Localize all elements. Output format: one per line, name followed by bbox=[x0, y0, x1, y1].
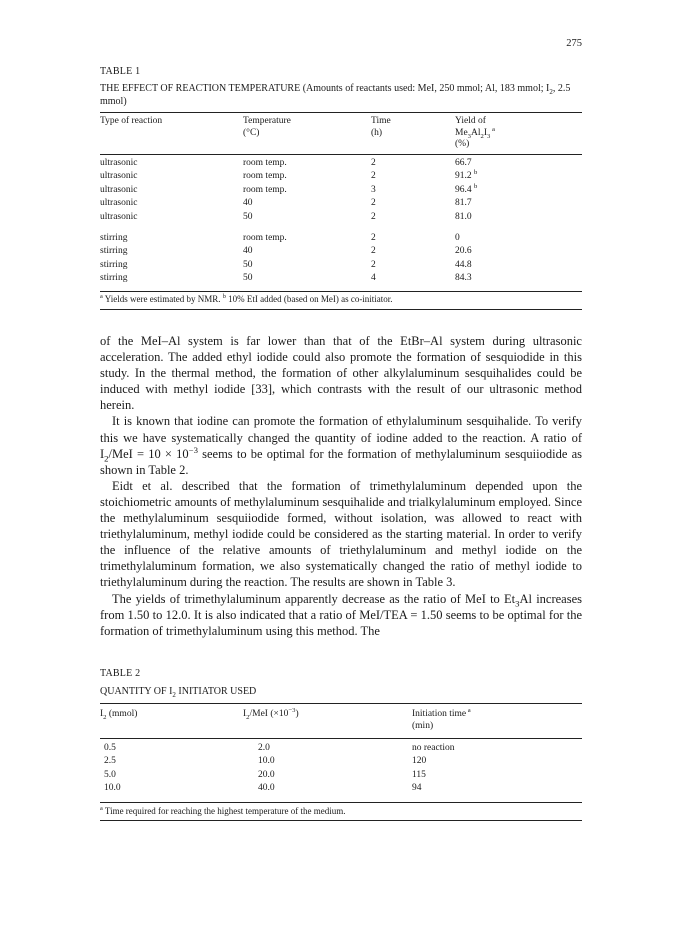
table1-cell-temp-value: room temp. bbox=[243, 184, 287, 195]
table1-cell-yield-value: 91.2 bbox=[455, 171, 472, 182]
table2-cell-time bbox=[412, 770, 426, 781]
table1-cell-time bbox=[371, 212, 376, 223]
table1-footnote bbox=[100, 294, 393, 304]
table1-cell-type-value: stirring bbox=[100, 273, 128, 284]
table1-cell-yield-note: b bbox=[474, 182, 478, 190]
table2-cell-time bbox=[412, 783, 422, 794]
body-text bbox=[100, 333, 582, 639]
table1-header-type: Type of reaction bbox=[100, 116, 163, 126]
table2-caption-sub: 2 bbox=[172, 691, 176, 699]
table2-cell-time-value: 120 bbox=[412, 756, 427, 767]
table1-cell-type-value: ultrasonic bbox=[100, 171, 138, 182]
table1-cell-temp-value: 50 bbox=[243, 211, 253, 222]
table2-label: TABLE 2 bbox=[100, 668, 141, 679]
table1-cell-time bbox=[371, 233, 376, 244]
paragraph-1: of the MeI–Al system is far lower than that of the EtBr–Al system during ultrasonic acceleration. The added ethyl iodide could also promote the formation of sesquiodide in this study. In the thermal method, the formation of other alkylaluminum sesquihalides could be induced with methyl iodide [33], which contrasts with the result of our ultrasonic method herein. bbox=[100, 334, 582, 413]
table1-cell-time bbox=[371, 198, 376, 209]
table1-cell-temp bbox=[243, 198, 253, 209]
table1-cell-type bbox=[100, 273, 127, 284]
table1-cell-yield-value: 81.0 bbox=[455, 211, 472, 222]
table2-cell-time-value: no reaction bbox=[412, 743, 455, 753]
table1-cell-temp bbox=[243, 171, 287, 182]
table1-caption-sub: 2 bbox=[549, 88, 553, 96]
table1-cell-time-value: 2 bbox=[371, 198, 376, 209]
table1-header-temp-line2: (°C) bbox=[243, 127, 260, 138]
table2-caption bbox=[100, 685, 582, 698]
table2-cell-ratio bbox=[258, 770, 275, 781]
table1-label: TABLE 1 bbox=[100, 66, 141, 77]
table1-cell-temp bbox=[243, 246, 253, 257]
table2-cell-ratio bbox=[258, 743, 270, 754]
table2-cell-i2-value: 2.5 bbox=[104, 756, 116, 767]
table1-cell-temp-value: room temp. bbox=[243, 158, 287, 168]
footnote-b-text: 10% EtI added (based on MeI) as co-initiator. bbox=[225, 294, 393, 304]
t2h2-sub: 2 bbox=[246, 713, 250, 721]
table1-header-temp-line1: Temperature bbox=[243, 116, 291, 126]
table1-header-temp bbox=[243, 116, 291, 139]
table2-cell-ratio-value: 40.0 bbox=[258, 783, 275, 794]
table2-header-rule bbox=[100, 738, 582, 739]
table1-cell-yield-value: 44.8 bbox=[455, 259, 472, 270]
yield-formula-sub1: 3 bbox=[467, 132, 471, 140]
t2h1-a: I bbox=[100, 709, 104, 719]
table1-cell-time bbox=[371, 260, 376, 271]
table2-cell-time bbox=[412, 743, 454, 754]
table1-caption-detail: (Amounts of reactants used: MeI, 250 mmol; Al, 183 mmol; I bbox=[300, 83, 550, 94]
table2-caption-a: QUANTITY OF I bbox=[100, 686, 173, 697]
yield-formula-i: I bbox=[483, 127, 487, 138]
table1-top-rule bbox=[100, 112, 582, 113]
table1-cell-time-value: 2 bbox=[371, 211, 376, 222]
table1-cell-temp-value: room temp. bbox=[243, 171, 287, 182]
table1-cell-yield bbox=[455, 182, 478, 196]
table1-header-yield-formula bbox=[455, 125, 495, 140]
paragraph-2-part-b: /MeI = 10 × 10 bbox=[108, 446, 189, 461]
paragraph-4 bbox=[100, 591, 582, 639]
table1-cell-yield-value: 0 bbox=[455, 233, 460, 243]
table1-header-yield-line3: (%) bbox=[455, 139, 470, 149]
table1-bottom-rule bbox=[100, 291, 582, 292]
table2-cell-time-value: 115 bbox=[412, 769, 426, 780]
paragraph-2-part-a: It is known that iodine can promote the formation of ethylaluminum sesquihalide. To verify this we have systematically changed the quantity of iodine added to the reaction. A ratio of I bbox=[100, 414, 582, 461]
table1-cell-type bbox=[100, 260, 127, 271]
table1-cell-temp-value: 40 bbox=[243, 198, 253, 209]
table1-header-time bbox=[371, 116, 391, 139]
table2-header-ratio bbox=[243, 706, 299, 721]
table2-cell-i2 bbox=[104, 756, 116, 767]
footnote-b-mark: b bbox=[222, 293, 226, 300]
table1-cell-time bbox=[371, 246, 376, 257]
table1-cell-time bbox=[371, 185, 376, 196]
footnote-a-mark: a bbox=[100, 293, 103, 300]
table2-cell-i2 bbox=[104, 783, 121, 794]
table1-cell-time-value: 2 bbox=[371, 233, 376, 243]
t2h3-sup: a bbox=[466, 706, 471, 714]
table2-cell-i2-value: 0.5 bbox=[104, 743, 116, 753]
table1-cell-yield bbox=[455, 260, 472, 271]
table2-cell-i2 bbox=[104, 743, 116, 754]
table1-cell-yield bbox=[455, 212, 472, 223]
yield-footnote-mark: a bbox=[490, 125, 495, 133]
table1-cell-temp-value: room temp. bbox=[243, 233, 287, 243]
table1-cell-type bbox=[100, 158, 137, 169]
t2h1-b: (mmol) bbox=[106, 709, 138, 719]
page-number: 275 bbox=[566, 38, 582, 49]
paragraph-2-sup: −3 bbox=[188, 444, 198, 455]
table1-cell-time bbox=[371, 171, 376, 182]
paragraph-3: Eidt et al. described that the formation of trimethylaluminum depended upon the stoichiometric amounts of methylaluminum sesquihalide and trialkylaluminum employed. Since the methylaluminum sesquiiodide formed, without isolation, was allowed to react with triethylaluminum, methyl iodide could be considered as the starting material. In order to verify the influence of the relative amounts of triethylaluminum and methyl iodide on the trimethylaluminum formation, we also systematically changed the ratio of methyl iodide to triethylaluminum during the reaction. The results are shown in Table 3. bbox=[100, 478, 582, 590]
table1-cell-yield bbox=[455, 246, 472, 257]
yield-formula-al: Al bbox=[471, 127, 481, 138]
table2-cell-ratio-value: 10.0 bbox=[258, 756, 275, 767]
table2-header-time bbox=[412, 706, 471, 732]
table1-cell-temp-value: 50 bbox=[243, 273, 253, 284]
table2-top-rule bbox=[100, 703, 582, 704]
table2-cell-i2-value: 10.0 bbox=[104, 783, 121, 794]
table1-cell-temp bbox=[243, 185, 287, 196]
paragraph-4-part-b: Al increases from 1.50 to 12.0. It is also indicated that a ratio of MeI/TEA = 1.50 seems to be optimal for the formation of trimethylaluminum using this method. The bbox=[100, 591, 582, 638]
table1-cell-yield-value: 96.4 bbox=[455, 184, 472, 195]
table1-cell-time-value: 2 bbox=[371, 246, 376, 257]
table1-cell-type-value: ultrasonic bbox=[100, 158, 138, 168]
table1-cell-yield bbox=[455, 273, 472, 284]
table1-cell-temp bbox=[243, 273, 253, 284]
table2-cell-time bbox=[412, 756, 426, 767]
t2h2-a: I bbox=[243, 709, 247, 719]
table1-cell-type bbox=[100, 198, 137, 209]
yield-formula-sub3: 3 bbox=[487, 132, 491, 140]
table1-header-rule bbox=[100, 154, 582, 155]
t2h1-sub: 2 bbox=[103, 713, 107, 721]
table1-cell-time-value: 2 bbox=[371, 171, 376, 182]
table1-footnote-rule bbox=[100, 309, 582, 310]
table1-caption-main: THE EFFECT OF REACTION TEMPERATURE bbox=[100, 83, 301, 94]
table1-cell-temp bbox=[243, 212, 253, 223]
paragraph-2-part-c: seems to be optimal for the formation of methylaluminum sesquiiodide as shown in Table 2. bbox=[100, 446, 582, 477]
t2h3-line2: (min) bbox=[412, 720, 434, 731]
table2-caption-b: INITIATOR USED bbox=[175, 686, 257, 697]
table2-cell-ratio bbox=[258, 756, 275, 767]
table1-header-time-line1: Time bbox=[371, 116, 391, 126]
table1-cell-temp bbox=[243, 260, 253, 271]
table1-cell-type bbox=[100, 171, 137, 182]
table2-cell-time-value: 94 bbox=[412, 783, 422, 794]
table1-cell-time bbox=[371, 158, 376, 169]
table2-header-i2 bbox=[100, 709, 137, 721]
table1-cell-temp-value: 50 bbox=[243, 259, 253, 270]
paragraph-2-sub: 2 bbox=[104, 453, 109, 464]
table1-cell-yield-value: 66.7 bbox=[455, 158, 472, 168]
table2-footnote-text: Time required for reaching the highest temperature of the medium. bbox=[102, 806, 346, 816]
table1-cell-time bbox=[371, 273, 376, 284]
t2h2-b: /MeI (×10 bbox=[249, 709, 289, 719]
table1-cell-yield-note: b bbox=[474, 169, 478, 177]
paragraph-2 bbox=[100, 413, 582, 477]
table1-cell-yield bbox=[455, 158, 472, 169]
table1-cell-temp bbox=[243, 233, 287, 244]
table1-cell-type-value: stirring bbox=[100, 259, 128, 270]
table1-cell-type-value: ultrasonic bbox=[100, 211, 138, 222]
paragraph-4-sub: 3 bbox=[515, 598, 520, 608]
table1-cell-type bbox=[100, 212, 137, 223]
table1-cell-yield bbox=[455, 198, 472, 209]
table1-cell-temp-value: 40 bbox=[243, 246, 253, 257]
table1-cell-time-value: 2 bbox=[371, 259, 376, 270]
table2-cell-i2 bbox=[104, 770, 116, 781]
table1-cell-time-value: 4 bbox=[371, 273, 376, 284]
t2h2-sup: −3 bbox=[288, 706, 296, 714]
table1-caption bbox=[100, 82, 582, 108]
table2-cell-i2-value: 5.0 bbox=[104, 769, 116, 780]
table2-cell-ratio-value: 2.0 bbox=[258, 743, 270, 753]
table1-cell-yield bbox=[455, 233, 460, 244]
yield-formula-sub2: 2 bbox=[480, 132, 484, 140]
table1-header-yield bbox=[455, 116, 495, 151]
table1-cell-temp bbox=[243, 158, 287, 169]
table1-cell-type-value: ultrasonic bbox=[100, 198, 138, 209]
table1-cell-type bbox=[100, 233, 127, 244]
table2-footnote-rule bbox=[100, 820, 582, 821]
yield-formula-me: Me bbox=[455, 127, 468, 138]
table1-cell-time-value: 2 bbox=[371, 158, 376, 168]
table1-cell-time-value: 3 bbox=[371, 184, 376, 195]
table1-cell-type-value: ultrasonic bbox=[100, 184, 138, 195]
t2h3-line1: Initiation time bbox=[412, 709, 467, 719]
table2-bottom-rule bbox=[100, 802, 582, 803]
table1-cell-type bbox=[100, 246, 127, 257]
footnote-a-text: Yields were estimated by NMR. bbox=[102, 294, 223, 304]
table1-cell-yield-value: 20.6 bbox=[455, 246, 472, 257]
table1-cell-yield bbox=[455, 171, 477, 182]
table2-footnote-mark: a bbox=[100, 805, 103, 812]
table1-cell-yield-value: 81.7 bbox=[455, 198, 472, 209]
table2-cell-ratio bbox=[258, 783, 275, 794]
table2-cell-ratio-value: 20.0 bbox=[258, 769, 275, 780]
table1-header-time-line2: (h) bbox=[371, 127, 383, 138]
table1-cell-type-value: stirring bbox=[100, 246, 128, 257]
table1-cell-yield-value: 84.3 bbox=[455, 273, 472, 284]
t2h2-c: ) bbox=[295, 709, 299, 719]
table1-cell-type-value: stirring bbox=[100, 233, 128, 243]
table1-cell-type bbox=[100, 185, 137, 196]
table1-caption-end: , 2.5 mmol) bbox=[100, 83, 571, 107]
table2-footnote bbox=[100, 806, 345, 816]
table1-header-yield-line1: Yield of bbox=[455, 116, 486, 126]
paragraph-4-part-a: The yields of trimethylaluminum apparently decrease as the ratio of MeI to Et bbox=[112, 591, 516, 606]
